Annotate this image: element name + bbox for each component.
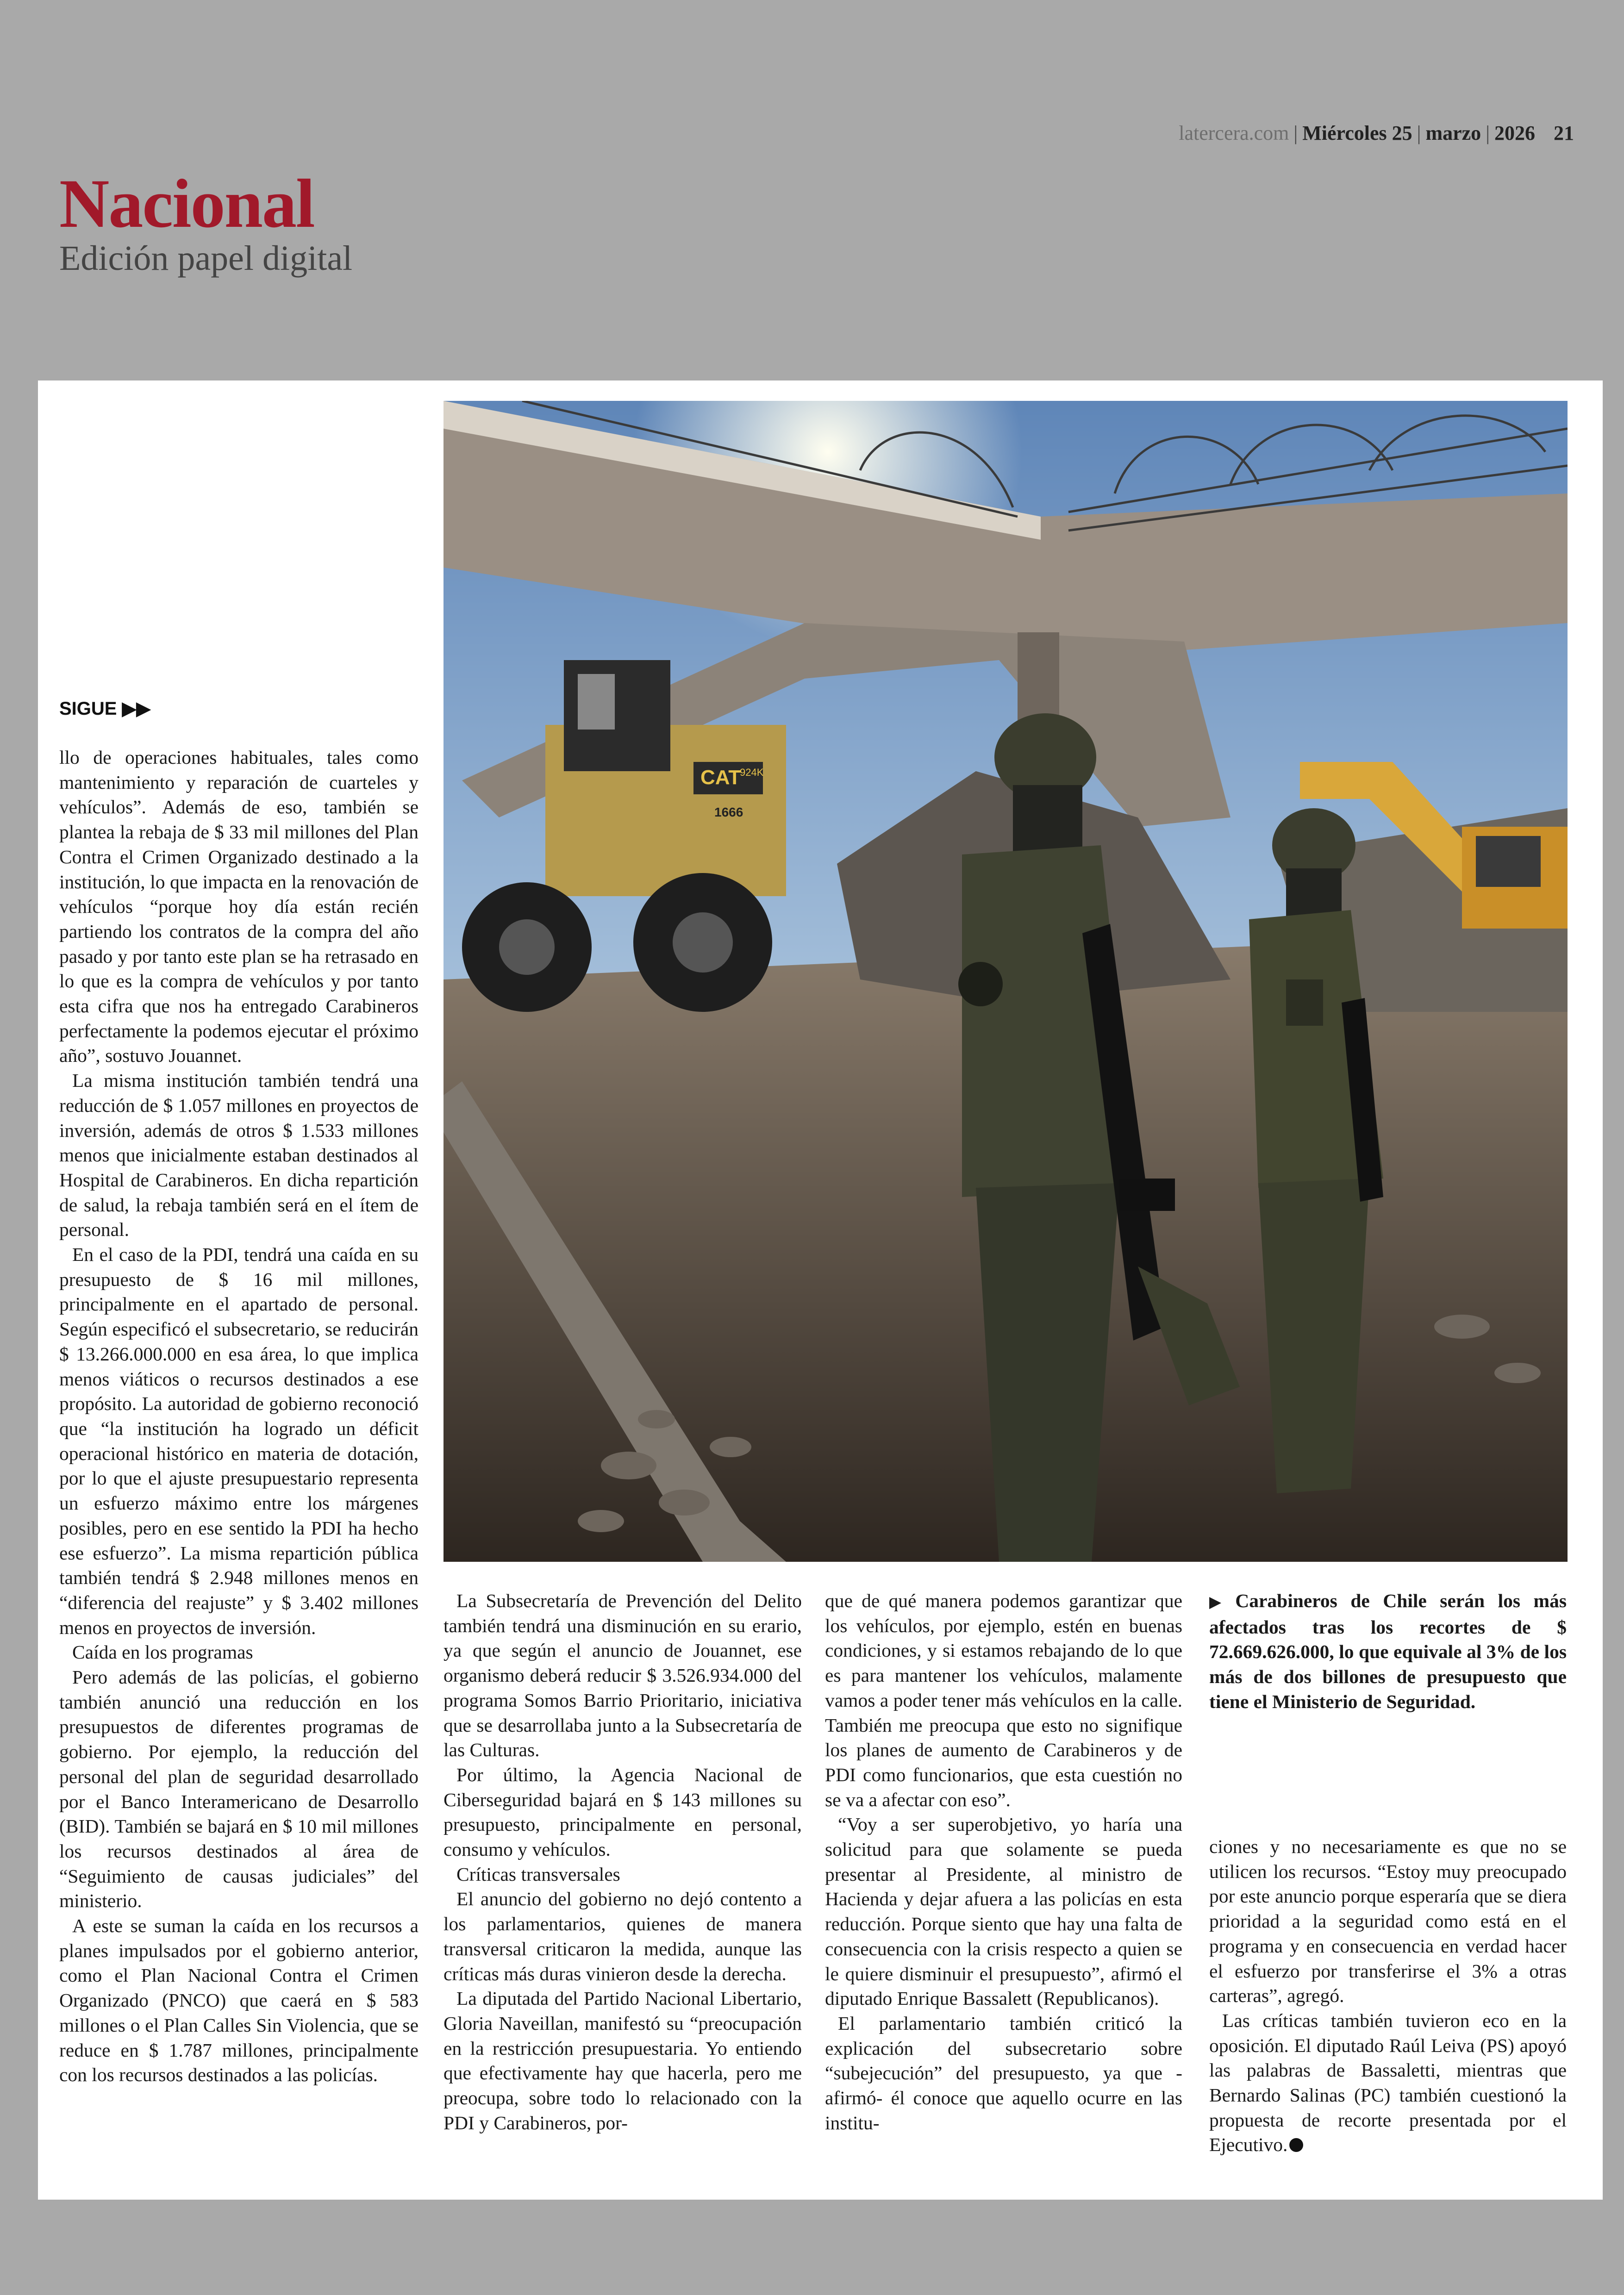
paragraph: Por último, la Agencia Nacional de Ciberseguridad bajará en $ 143 millones su presupuesto, principalmente en personal, consumo y vehículos. (443, 1764, 802, 1860)
article-column-1 (59, 745, 418, 2088)
paragraph: Las críticas también tuvieron eco en la oposición. El diputado Raúl Leiva (PS) apoyó las palabras de Bassaletti, mientras que Bernardo Salinas (PC) también cuestionó la propuesta de recorte presentada por el Ejecutivo. (1209, 2009, 1567, 2156)
paragraph: “Voy a ser superobjetivo, yo haría una solicitud para que solamente se pueda presentar al Presidente, al ministro de Hacienda y dejar afuera a las policías en esta reducción. Porque siento que hay una falta de consecuencia con la crisis respecto a quien se le quiere disminuir el presupuesto”, afirmó el diputado Enrique Bassalett (Republicanos). (825, 1814, 1182, 2009)
caption-arrow-icon: ▶ (1209, 1593, 1230, 1611)
paragraph: La diputada del Partido Nacional Libertario, Gloria Naveillan, manifestó su “preocupación en la restricción presupuestaria. Yo entiendo que efectivamente hay que hacerla, pero me preocupa, sobre todo lo relacionado con la PDI y Carabineros, por- (443, 1988, 802, 2133)
article-column-3 (825, 1589, 1182, 2135)
news-photo (443, 401, 1568, 1562)
page-number: 21 (1554, 122, 1574, 144)
paragraph: La misma institución también tendrá una reducción de $ 1.057 millones en proyectos de inversión, además de otros $ 1.533 millones menos que inicialmente estaban destinados al Hospital de Carabineros. En dicha repartición de salud, la rebaja también será en el ítem de personal. (59, 1070, 418, 1241)
date-year: 2026 (1494, 122, 1535, 144)
end-of-article-icon (1289, 2138, 1303, 2152)
section-subtitle: Edición papel digital (59, 239, 353, 278)
subheading-criticas: Críticas transversales (456, 1863, 620, 1885)
photo-caption (1209, 1589, 1567, 1715)
paragraph: En el caso de la PDI, tendrá una caída en su presupuesto de $ 16 mil millones, principalmente en el apartado de personal. Según especificó el subsecretario, se reducirán $ 13.266.000.000 en esa área, lo que implica menos viáticos o recursos destinados a ese propósito. La autoridad de gobierno reconoció que “la institución ha logrado un déficit operacional histórico en materia de dotación, por lo que el ajuste presupuestario representa un esfuerzo máximo entre los márgenes posibles, pero en ese sentido la PDI ha hecho ese esfuerzo”. La misma repartición pública también tendrá $ 2.948 millones menos en “diferencia del reajuste” y $ 3.402 millones menos en proyectos de inversión. (59, 1244, 418, 1638)
caption-text: Carabineros de Chile serán los más afectados tras los recortes de $ 72.669.626.000, lo que equivale al 3% de los más de dos billones de presupuesto que tiene el Ministerio de Seguridad. (1209, 1590, 1567, 1712)
page-header: latercera.com | Miércoles 25 | marzo | 2026 21 (1179, 122, 1574, 144)
vehicle-model-label: 924K (740, 767, 764, 778)
article-column-4 (1209, 1834, 1567, 2158)
paragraph: El anuncio del gobierno no dejó contento a los parlamentarios, quienes de manera transversal criticaron la medida, aunque las críticas más duras vinieron desde la derecha. (443, 1888, 802, 1984)
vehicle-brand-label: CAT (700, 766, 741, 789)
date-weekday: Miércoles 25 (1302, 122, 1412, 144)
paragraph: La Subsecretaría de Prevención del Delito también tendrá una disminución en su erario, ya que según el anuncio de Jouannet, ese organismo deberá reducir $ 3.526.934.000 del programa Somos Barrio Prioritario, iniciativa que se desarrollaba junto a la Subsecretaría de las Culturas. (443, 1590, 802, 1761)
site-name[interactable]: latercera.com (1179, 122, 1289, 144)
paragraph: llo de operaciones habituales, tales como mantenimiento y reparación de cuarteles y vehículos”. Además de eso, también se plantea la rebaja de $ 33 mil millones del Plan Contra el Crimen Organizado destinado a la institución, lo que impacta en la renovación de vehículos “porque hoy día están recién partiendo los contratos de la compra del año pasado y por tanto este plan se ha retrasado en lo que es la compra de vehículos y por tanto esta cifra que nos ha entregado Carabineros perfectamente la podemos ejecutar el próximo año”, sostuvo Jouannet. (59, 747, 418, 1066)
paragraph: A este se suman la caída en los recursos a planes impulsados por el gobierno anterior, como el Plan Nacional Contra el Crimen Organizado (PNCO) que caerá en $ 583 millones o el Plan Calles Sin Violencia, que se reduce en $ 1.787 millones, principalmente con los recursos destinados a las policías. (59, 1915, 418, 2086)
section-title: Nacional (59, 165, 314, 242)
vehicle-number-label: 1666 (714, 805, 743, 819)
paragraph: ciones y no necesariamente es que no se utilicen los recursos. “Estoy muy preocupado por este anuncio porque esperaría que se diera prioridad a la seguridad como está en el programa y en consecuencia en verdad hacer el esfuerzo por transferirse el 3% a otras carteras”, agregó. (1209, 1836, 1567, 2007)
date-month: marzo (1425, 122, 1481, 144)
paragraph: Pero además de las policías, el gobierno también anunció una reducción en los presupuestos de diferentes programas de gobierno. Por ejemplo, la reducción del personal del plan de seguridad desarrollado por el Banco Interamericano de Desarrollo (BID). También se bajará en $ 10 mil millones los recursos destinados al área de “Seguimiento de causas judiciales” del ministerio. (59, 1666, 418, 1912)
article-column-2 (443, 1589, 802, 2135)
paragraph: El parlamentario también criticó la explicación del subsecretario sobre “subejecución” del presupuesto, ya que -afirmó- él conoce que aquello ocurre en las institu- (825, 2012, 1182, 2133)
subheading-caida: Caída en los programas (72, 1641, 253, 1663)
photo-illustration (443, 401, 1568, 1562)
continued-marker: SIGUE ▶▶ (59, 698, 151, 719)
paragraph: que de qué manera podemos garantizar que los vehículos, por ejemplo, estén en buenas condiciones, y si estamos rebajando de lo que es para mantener los vehículos, malamente vamos a poder tener más vehículos en la calle. También me preocupa que esto no signifique los planes de aumento de Carabineros y de PDI como funcionarios, que esta cuestión no se va a afectar con eso”. (825, 1590, 1182, 1810)
